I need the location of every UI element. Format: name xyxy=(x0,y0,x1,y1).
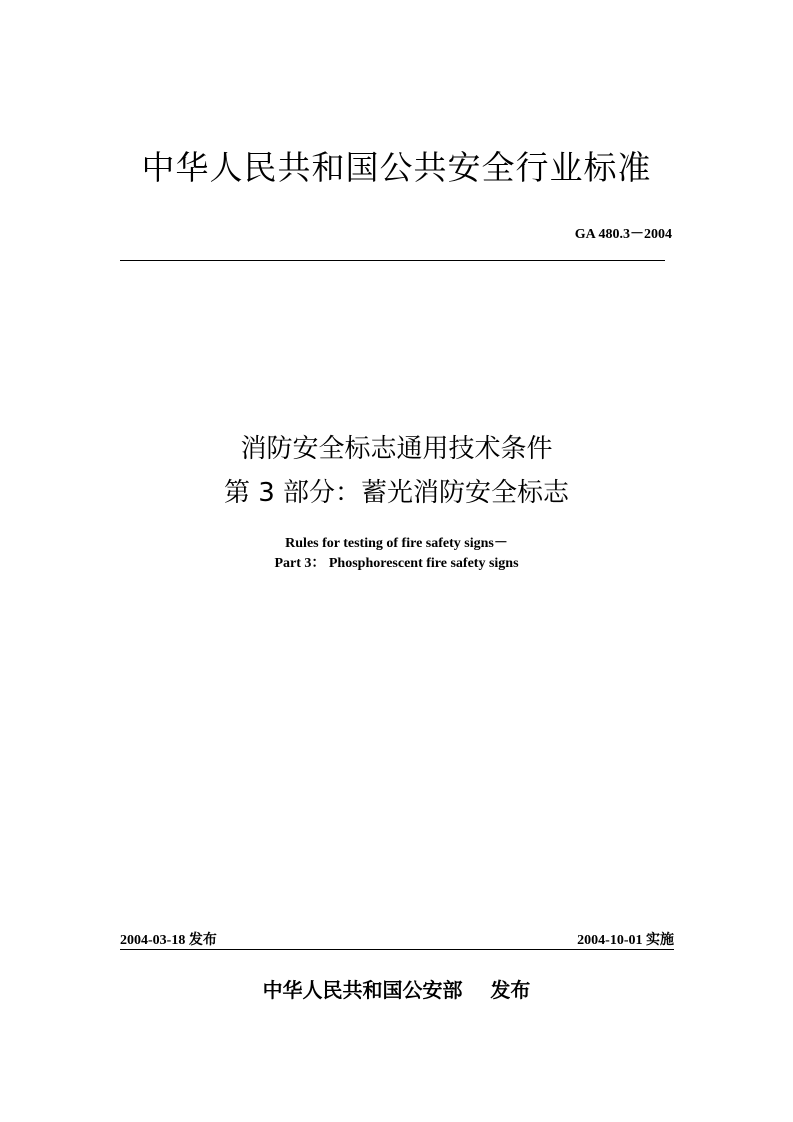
header-divider xyxy=(120,260,665,261)
document-title-en-line2: Part 3： Phosphorescent fire safety signs xyxy=(274,556,519,571)
date-row xyxy=(120,929,674,950)
document-title-cn-line1: 消防安全标志通用技术条件 xyxy=(240,434,553,464)
standard-category-title: 中华人民共和国公共安全行业标准 xyxy=(141,148,652,187)
effective-date: 2004-10-01 实施 xyxy=(577,933,674,948)
document-title-cn-line2: 第 3 部分：蓄光消防安全标志 xyxy=(223,478,570,508)
standard-number: GA 480.3－2004 xyxy=(574,227,672,242)
document-title-en-line1: Rules for testing of fire safety signs－ xyxy=(285,536,508,551)
issue-date: 2004-03-18 发布 xyxy=(120,933,217,948)
issuing-authority: 中华人民共和国公安部 发布 xyxy=(262,978,531,1002)
